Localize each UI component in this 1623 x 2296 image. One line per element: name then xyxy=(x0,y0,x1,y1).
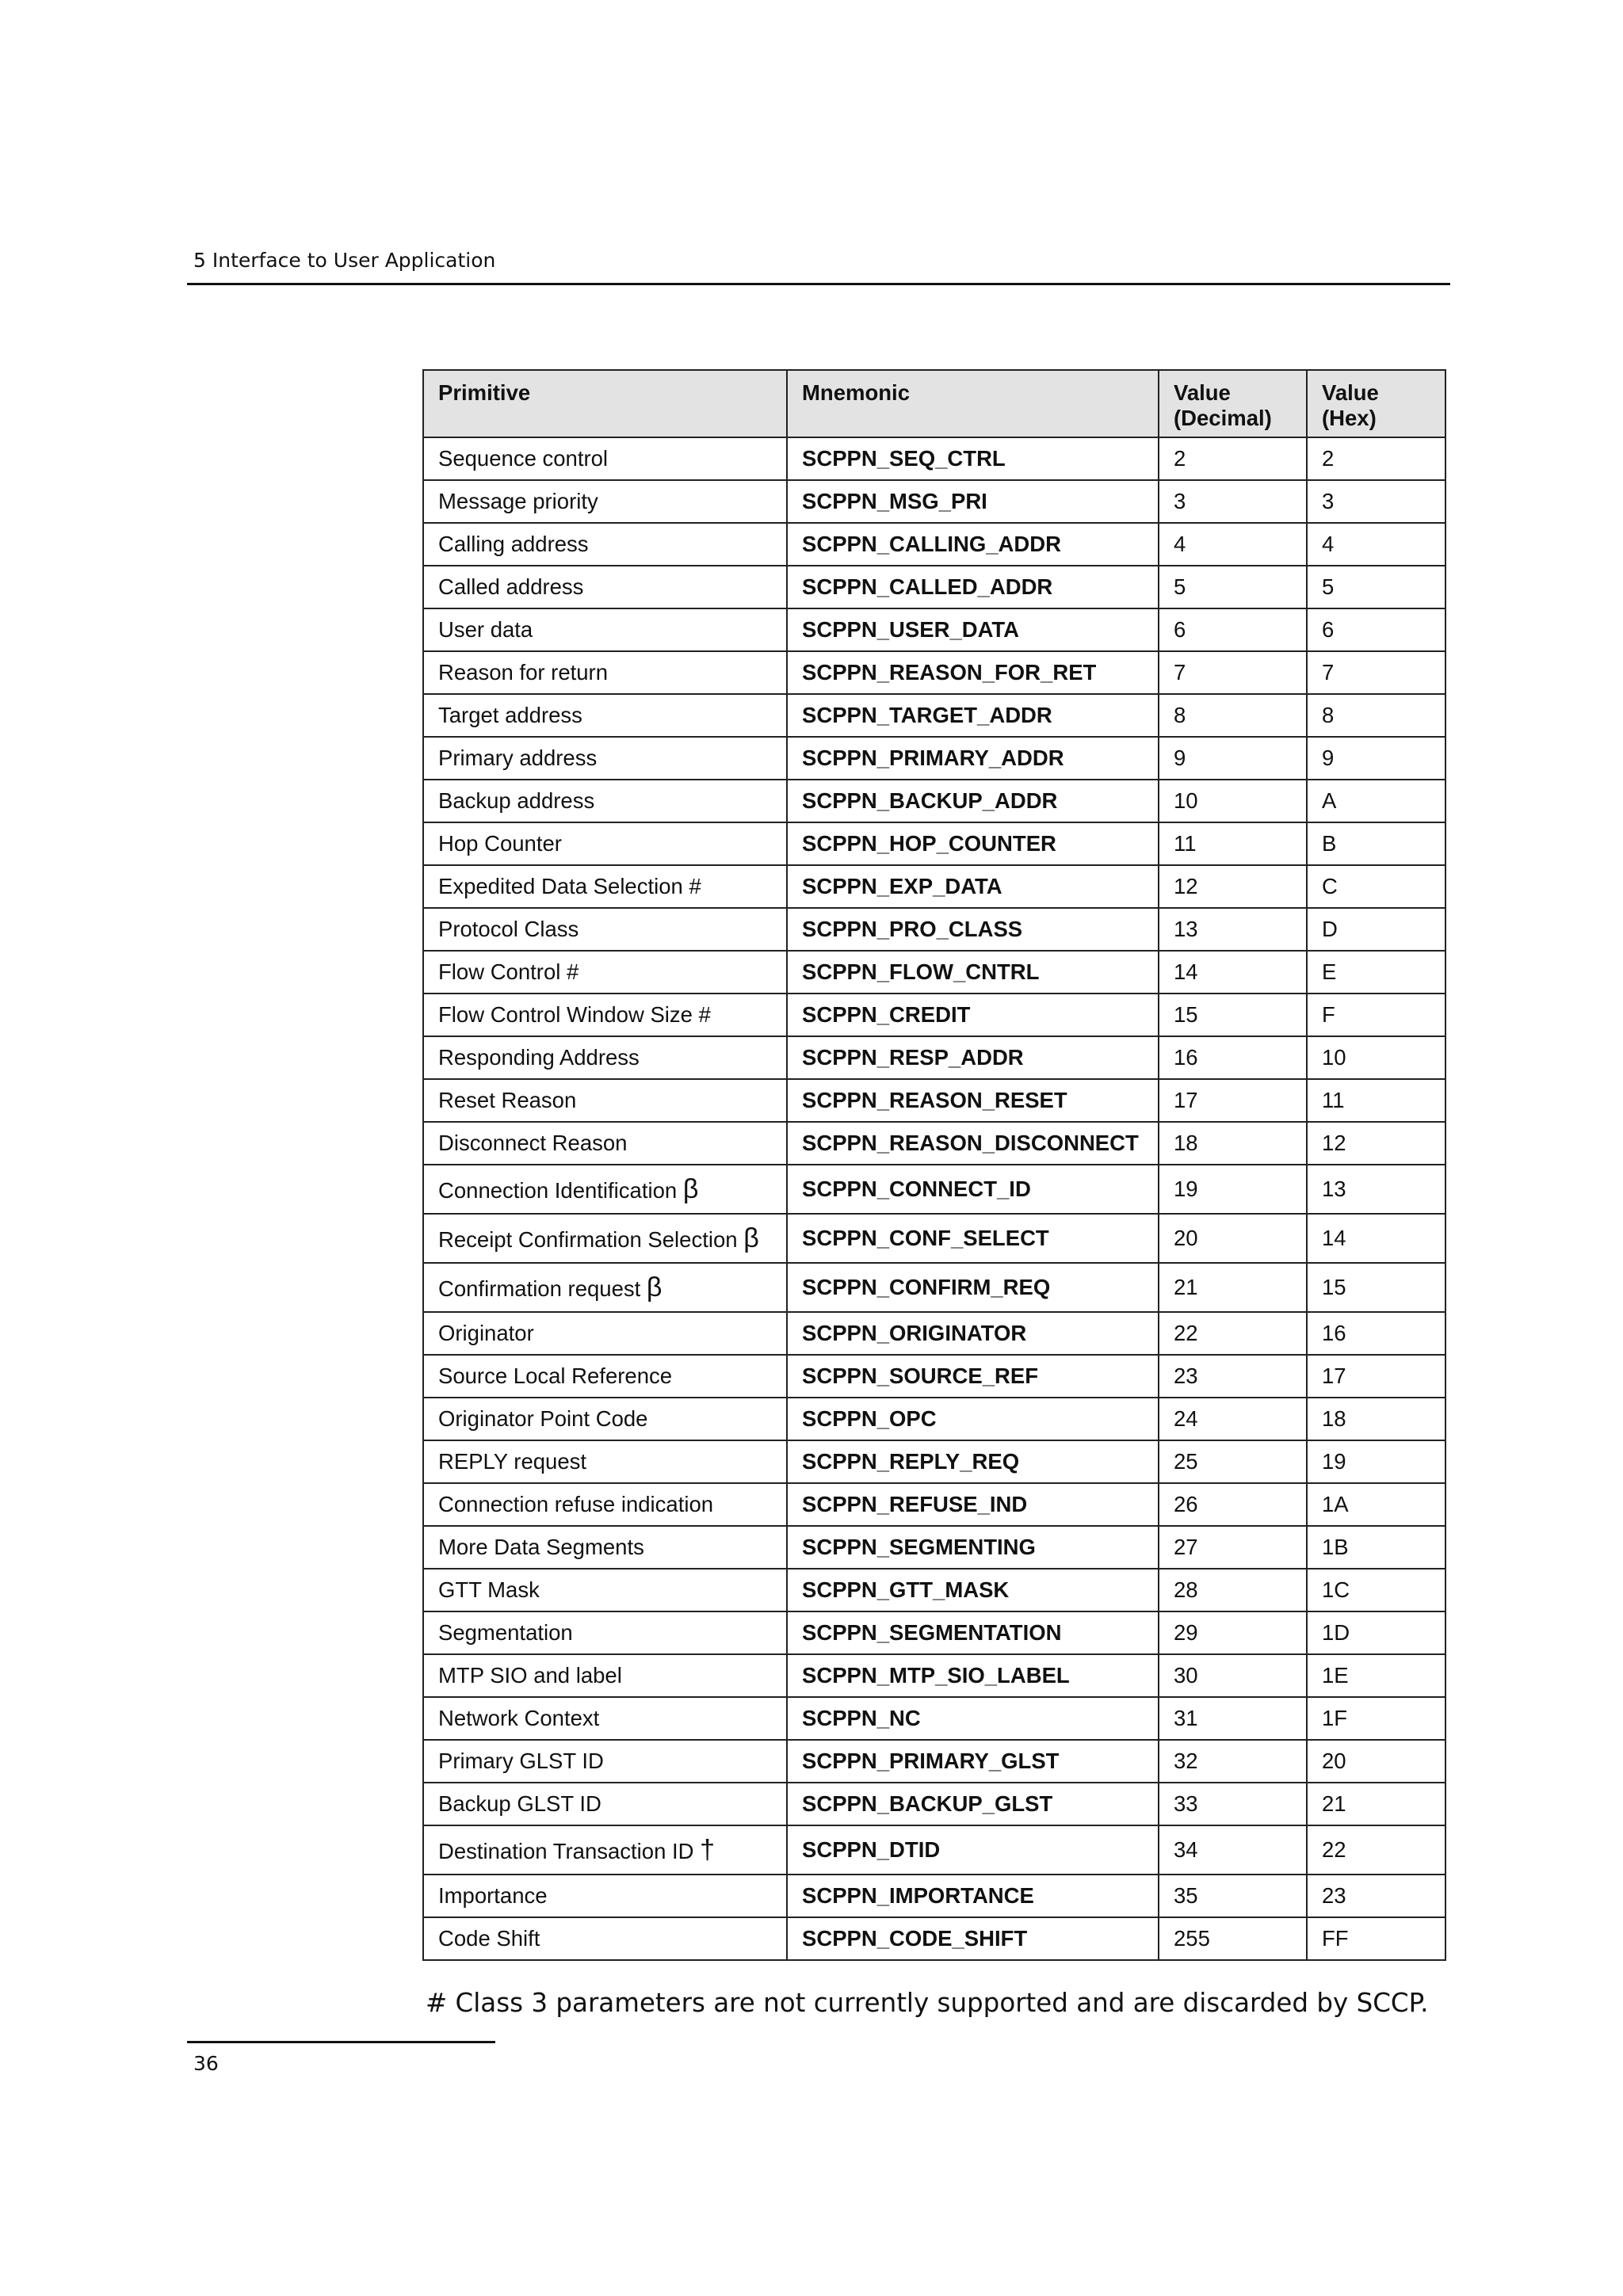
cell-value-decimal: 34 xyxy=(1159,1825,1307,1875)
cell-mnemonic: SCPPN_PRO_CLASS xyxy=(787,908,1159,951)
cell-primitive: Primary GLST ID xyxy=(423,1740,787,1783)
cell-mnemonic: SCPPN_EXP_DATA xyxy=(787,865,1159,908)
cell-mnemonic: SCPPN_CREDIT xyxy=(787,994,1159,1036)
table-row xyxy=(423,608,1445,651)
cell-value-hex: C xyxy=(1307,865,1445,908)
header-primitive: Primitive xyxy=(423,370,787,437)
cell-primitive: Originator Point Code xyxy=(423,1398,787,1440)
cell-primitive: Hop Counter xyxy=(423,822,787,865)
cell-mnemonic: SCPPN_REASON_DISCONNECT xyxy=(787,1122,1159,1165)
cell-primitive: Importance xyxy=(423,1875,787,1917)
table-row xyxy=(423,1526,1445,1569)
cell-value-hex: 7 xyxy=(1307,651,1445,694)
cell-value-decimal: 26 xyxy=(1159,1483,1307,1526)
cell-primitive: Source Local Reference xyxy=(423,1355,787,1398)
cell-value-decimal: 33 xyxy=(1159,1783,1307,1825)
footer-rule xyxy=(187,2041,495,2043)
footnote-mark: β xyxy=(743,1222,759,1253)
cell-value-hex: 14 xyxy=(1307,1214,1445,1263)
cell-value-hex: 9 xyxy=(1307,737,1445,780)
cell-mnemonic: SCPPN_CODE_SHIFT xyxy=(787,1917,1159,1960)
cell-value-hex: 1A xyxy=(1307,1483,1445,1526)
table-row xyxy=(423,1569,1445,1611)
cell-mnemonic: SCPPN_FLOW_CNTRL xyxy=(787,951,1159,994)
cell-primitive: Originator xyxy=(423,1312,787,1355)
table-row xyxy=(423,437,1445,480)
cell-primitive: Network Context xyxy=(423,1697,787,1740)
cell-primitive: More Data Segments xyxy=(423,1526,787,1569)
header-value-decimal: Value (Decimal) xyxy=(1159,370,1307,437)
cell-value-decimal: 25 xyxy=(1159,1440,1307,1483)
cell-primitive: Code Shift xyxy=(423,1917,787,1960)
cell-value-hex: 21 xyxy=(1307,1783,1445,1825)
table-row xyxy=(423,737,1445,780)
cell-primitive: Flow Control Window Size # xyxy=(423,994,787,1036)
cell-mnemonic: SCPPN_CONNECT_ID xyxy=(787,1165,1159,1214)
table-row xyxy=(423,1036,1445,1079)
table-row xyxy=(423,1165,1445,1214)
cell-value-hex: 11 xyxy=(1307,1079,1445,1122)
cell-value-hex: 1C xyxy=(1307,1569,1445,1611)
cell-value-hex: 18 xyxy=(1307,1398,1445,1440)
cell-mnemonic: SCPPN_NC xyxy=(787,1697,1159,1740)
cell-primitive: Connection refuse indication xyxy=(423,1483,787,1526)
cell-primitive: REPLY request xyxy=(423,1440,787,1483)
cell-value-decimal: 9 xyxy=(1159,737,1307,780)
cell-mnemonic: SCPPN_MSG_PRI xyxy=(787,480,1159,523)
cell-value-hex: D xyxy=(1307,908,1445,951)
cell-mnemonic: SCPPN_REASON_FOR_RET xyxy=(787,651,1159,694)
table-row xyxy=(423,1875,1445,1917)
cell-value-decimal: 4 xyxy=(1159,523,1307,566)
cell-value-hex: 13 xyxy=(1307,1165,1445,1214)
cell-mnemonic: SCPPN_CONFIRM_REQ xyxy=(787,1263,1159,1312)
cell-value-hex: 3 xyxy=(1307,480,1445,523)
table-row xyxy=(423,1122,1445,1165)
cell-value-decimal: 16 xyxy=(1159,1036,1307,1079)
table-row xyxy=(423,994,1445,1036)
table-row xyxy=(423,1440,1445,1483)
cell-value-decimal: 19 xyxy=(1159,1165,1307,1214)
cell-value-hex: 1F xyxy=(1307,1697,1445,1740)
cell-primitive: Primary address xyxy=(423,737,787,780)
cell-value-hex: 23 xyxy=(1307,1875,1445,1917)
cell-value-hex: 6 xyxy=(1307,608,1445,651)
cell-mnemonic: SCPPN_RESP_ADDR xyxy=(787,1036,1159,1079)
cell-primitive: Segmentation xyxy=(423,1611,787,1654)
table-row xyxy=(423,951,1445,994)
cell-value-decimal: 21 xyxy=(1159,1263,1307,1312)
cell-value-hex: B xyxy=(1307,822,1445,865)
cell-value-decimal: 30 xyxy=(1159,1654,1307,1697)
cell-value-hex: 16 xyxy=(1307,1312,1445,1355)
table-row xyxy=(423,1825,1445,1875)
cell-mnemonic: SCPPN_CONF_SELECT xyxy=(787,1214,1159,1263)
table-row xyxy=(423,1697,1445,1740)
cell-value-decimal: 15 xyxy=(1159,994,1307,1036)
cell-value-decimal: 32 xyxy=(1159,1740,1307,1783)
table-row xyxy=(423,1917,1445,1960)
cell-primitive: Expedited Data Selection # xyxy=(423,865,787,908)
header-rule xyxy=(187,283,1450,285)
cell-value-decimal: 29 xyxy=(1159,1611,1307,1654)
cell-value-hex: 20 xyxy=(1307,1740,1445,1783)
cell-value-decimal: 14 xyxy=(1159,951,1307,994)
cell-primitive: Reset Reason xyxy=(423,1079,787,1122)
table-row xyxy=(423,908,1445,951)
cell-value-decimal: 28 xyxy=(1159,1569,1307,1611)
cell-primitive: Backup address xyxy=(423,780,787,822)
cell-mnemonic: SCPPN_DTID xyxy=(787,1825,1159,1875)
cell-primitive: Backup GLST ID xyxy=(423,1783,787,1825)
cell-value-decimal: 22 xyxy=(1159,1312,1307,1355)
footnote-mark: β xyxy=(646,1272,663,1302)
cell-value-hex: F xyxy=(1307,994,1445,1036)
footnote: # Class 3 parameters are not currently supported and are discarded by SCCP. xyxy=(426,1988,1429,2018)
cell-mnemonic: SCPPN_CALLING_ADDR xyxy=(787,523,1159,566)
table-row xyxy=(423,822,1445,865)
cell-mnemonic: SCPPN_REFUSE_IND xyxy=(787,1483,1159,1526)
table-row xyxy=(423,694,1445,737)
cell-primitive: Reason for return xyxy=(423,651,787,694)
cell-primitive: MTP SIO and label xyxy=(423,1654,787,1697)
cell-value-hex: 4 xyxy=(1307,523,1445,566)
cell-value-decimal: 2 xyxy=(1159,437,1307,480)
cell-mnemonic: SCPPN_PRIMARY_GLST xyxy=(787,1740,1159,1783)
cell-primitive: User data xyxy=(423,608,787,651)
cell-mnemonic: SCPPN_SEQ_CTRL xyxy=(787,437,1159,480)
cell-value-hex: 19 xyxy=(1307,1440,1445,1483)
cell-value-decimal: 23 xyxy=(1159,1355,1307,1398)
cell-mnemonic: SCPPN_OPC xyxy=(787,1398,1159,1440)
cell-value-decimal: 10 xyxy=(1159,780,1307,822)
cell-mnemonic: SCPPN_REASON_RESET xyxy=(787,1079,1159,1122)
cell-value-hex: A xyxy=(1307,780,1445,822)
table-row xyxy=(423,1355,1445,1398)
table-row xyxy=(423,1783,1445,1825)
cell-mnemonic: SCPPN_PRIMARY_ADDR xyxy=(787,737,1159,780)
cell-primitive: Called address xyxy=(423,566,787,608)
cell-primitive: GTT Mask xyxy=(423,1569,787,1611)
cell-value-decimal: 20 xyxy=(1159,1214,1307,1263)
cell-mnemonic: SCPPN_GTT_MASK xyxy=(787,1569,1159,1611)
cell-mnemonic: SCPPN_SEGMENTATION xyxy=(787,1611,1159,1654)
cell-value-decimal: 5 xyxy=(1159,566,1307,608)
cell-value-hex: 1B xyxy=(1307,1526,1445,1569)
cell-primitive: Sequence control xyxy=(423,437,787,480)
cell-mnemonic: SCPPN_CALLED_ADDR xyxy=(787,566,1159,608)
cell-primitive: Message priority xyxy=(423,480,787,523)
table-row xyxy=(423,1654,1445,1697)
cell-primitive: Responding Address xyxy=(423,1036,787,1079)
table-row xyxy=(423,1483,1445,1526)
table-body xyxy=(423,437,1445,1960)
cell-primitive: Target address xyxy=(423,694,787,737)
footnote-mark: β xyxy=(682,1173,699,1204)
header-mnemonic: Mnemonic xyxy=(787,370,1159,437)
table-row xyxy=(423,1312,1445,1355)
cell-primitive: Connection Identification β xyxy=(423,1165,787,1214)
cell-value-decimal: 27 xyxy=(1159,1526,1307,1569)
cell-value-decimal: 18 xyxy=(1159,1122,1307,1165)
table-row xyxy=(423,1398,1445,1440)
page-number: 36 xyxy=(193,2052,219,2075)
cell-value-hex: 10 xyxy=(1307,1036,1445,1079)
table-header-row xyxy=(423,370,1445,437)
cell-primitive: Receipt Confirmation Selection β xyxy=(423,1214,787,1263)
cell-value-decimal: 24 xyxy=(1159,1398,1307,1440)
table-row xyxy=(423,523,1445,566)
cell-value-decimal: 8 xyxy=(1159,694,1307,737)
footnote-mark: † xyxy=(700,1834,716,1865)
cell-mnemonic: SCPPN_REPLY_REQ xyxy=(787,1440,1159,1483)
cell-mnemonic: SCPPN_HOP_COUNTER xyxy=(787,822,1159,865)
cell-value-decimal: 35 xyxy=(1159,1875,1307,1917)
cell-value-hex: 17 xyxy=(1307,1355,1445,1398)
cell-value-hex: 12 xyxy=(1307,1122,1445,1165)
cell-value-decimal: 12 xyxy=(1159,865,1307,908)
cell-mnemonic: SCPPN_SOURCE_REF xyxy=(787,1355,1159,1398)
table-row xyxy=(423,780,1445,822)
cell-value-decimal: 6 xyxy=(1159,608,1307,651)
cell-mnemonic: SCPPN_TARGET_ADDR xyxy=(787,694,1159,737)
cell-value-hex: 1E xyxy=(1307,1654,1445,1697)
cell-primitive: Calling address xyxy=(423,523,787,566)
cell-primitive: Protocol Class xyxy=(423,908,787,951)
section-header: 5 Interface to User Application xyxy=(193,249,496,272)
cell-mnemonic: SCPPN_MTP_SIO_LABEL xyxy=(787,1654,1159,1697)
table-row xyxy=(423,566,1445,608)
table-row xyxy=(423,480,1445,523)
table-row xyxy=(423,651,1445,694)
primitive-parameter-table xyxy=(422,369,1446,1961)
table-row xyxy=(423,1079,1445,1122)
cell-value-decimal: 3 xyxy=(1159,480,1307,523)
cell-value-hex: 15 xyxy=(1307,1263,1445,1312)
cell-value-hex: E xyxy=(1307,951,1445,994)
cell-primitive: Destination Transaction ID † xyxy=(423,1825,787,1875)
table-row xyxy=(423,1214,1445,1263)
table-row xyxy=(423,1611,1445,1654)
cell-mnemonic: SCPPN_SEGMENTING xyxy=(787,1526,1159,1569)
cell-value-decimal: 13 xyxy=(1159,908,1307,951)
cell-mnemonic: SCPPN_BACKUP_ADDR xyxy=(787,780,1159,822)
cell-value-hex: 22 xyxy=(1307,1825,1445,1875)
cell-mnemonic: SCPPN_ORIGINATOR xyxy=(787,1312,1159,1355)
cell-value-decimal: 17 xyxy=(1159,1079,1307,1122)
cell-primitive: Flow Control # xyxy=(423,951,787,994)
cell-value-decimal: 31 xyxy=(1159,1697,1307,1740)
cell-value-decimal: 255 xyxy=(1159,1917,1307,1960)
cell-value-hex: 1D xyxy=(1307,1611,1445,1654)
cell-value-decimal: 7 xyxy=(1159,651,1307,694)
cell-primitive: Disconnect Reason xyxy=(423,1122,787,1165)
cell-value-hex: 2 xyxy=(1307,437,1445,480)
table-row xyxy=(423,1263,1445,1312)
table-row xyxy=(423,1740,1445,1783)
cell-value-decimal: 11 xyxy=(1159,822,1307,865)
header-value-hex: Value (Hex) xyxy=(1307,370,1445,437)
cell-mnemonic: SCPPN_IMPORTANCE xyxy=(787,1875,1159,1917)
cell-mnemonic: SCPPN_BACKUP_GLST xyxy=(787,1783,1159,1825)
cell-primitive: Confirmation request β xyxy=(423,1263,787,1312)
cell-mnemonic: SCPPN_USER_DATA xyxy=(787,608,1159,651)
table-row xyxy=(423,865,1445,908)
cell-value-hex: 8 xyxy=(1307,694,1445,737)
cell-value-hex: 5 xyxy=(1307,566,1445,608)
cell-value-hex: FF xyxy=(1307,1917,1445,1960)
